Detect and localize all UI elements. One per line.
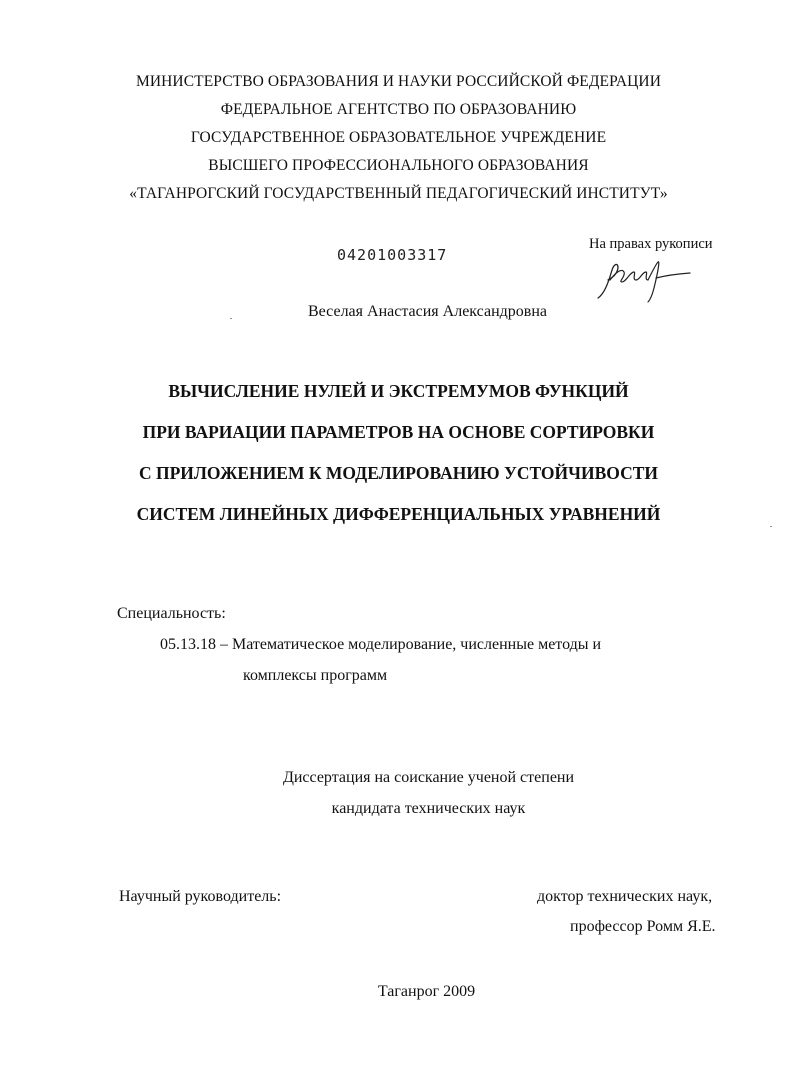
header-line-institution-type: ГОСУДАРСТВЕННОЕ ОБРАЗОВАТЕЛЬНОЕ УЧРЕЖДЕНИЕ (190, 129, 607, 146)
dissertation-title (0, 371, 797, 535)
degree-line-2: кандидата технических наук (331, 800, 526, 817)
specialty-continuation: комплексы программ (243, 667, 388, 684)
specialty-code-line: 05.13.18 – Математическое моделирование, численные методы и (160, 636, 602, 653)
manuscript-rights-note: На правах рукописи (589, 236, 713, 252)
title-line-3: С ПРИЛОЖЕНИЕМ К МОДЕЛИРОВАНИЮ УСТОЙЧИВОСТИ (138, 463, 659, 483)
scan-speck (770, 526, 772, 527)
title-line-1: ВЫЧИСЛЕНИЕ НУЛЕЙ И ЭКСТРЕМУМОВ ФУНКЦИЙ (168, 381, 629, 401)
author-signature (594, 258, 694, 304)
header-line-education-level: ВЫСШЕГО ПРОФЕССИОНАЛЬНОГО ОБРАЗОВАНИЯ (208, 157, 589, 174)
title-line-2: ПРИ ВАРИАЦИИ ПАРАМЕТРОВ НА ОСНОВЕ СОРТИРОВКИ (142, 422, 655, 442)
specialty-label: Специальность: (117, 605, 226, 622)
title-line-4: СИСТЕМ ЛИНЕЙНЫХ ДИФФЕРЕНЦИАЛЬНЫХ УРАВНЕНИЙ (136, 504, 661, 524)
header-line-ministry: МИНИСТЕРСТВО ОБРАЗОВАНИЯ И НАУКИ РОССИЙСКОЙ ФЕДЕРАЦИИ (135, 73, 662, 90)
city-year: Таганрог 2009 (377, 983, 476, 1000)
supervisor-name: профессор Ромм Я.Е. (570, 918, 716, 935)
dissertation-degree (0, 762, 797, 824)
supervisor-label: Научный руководитель: (119, 888, 282, 905)
header-line-institute-name: «ТАГАНРОГСКИЙ ГОСУДАРСТВЕННЫЙ ПЕДАГОГИЧЕСКИЙ ИНСТИТУТ» (129, 185, 668, 202)
institution-header (0, 68, 797, 208)
supervisor-degree: доктор технических наук, (537, 888, 713, 905)
author-name: Веселая Анастасия Александровна (308, 303, 547, 320)
scan-speck (230, 318, 232, 319)
degree-line-1: Диссертация на соискание ученой степени (282, 769, 575, 786)
header-line-agency: ФЕДЕРАЛЬНОЕ АГЕНТСТВО ПО ОБРАЗОВАНИЮ (220, 101, 577, 118)
registration-number: 04201003317 (337, 246, 448, 264)
